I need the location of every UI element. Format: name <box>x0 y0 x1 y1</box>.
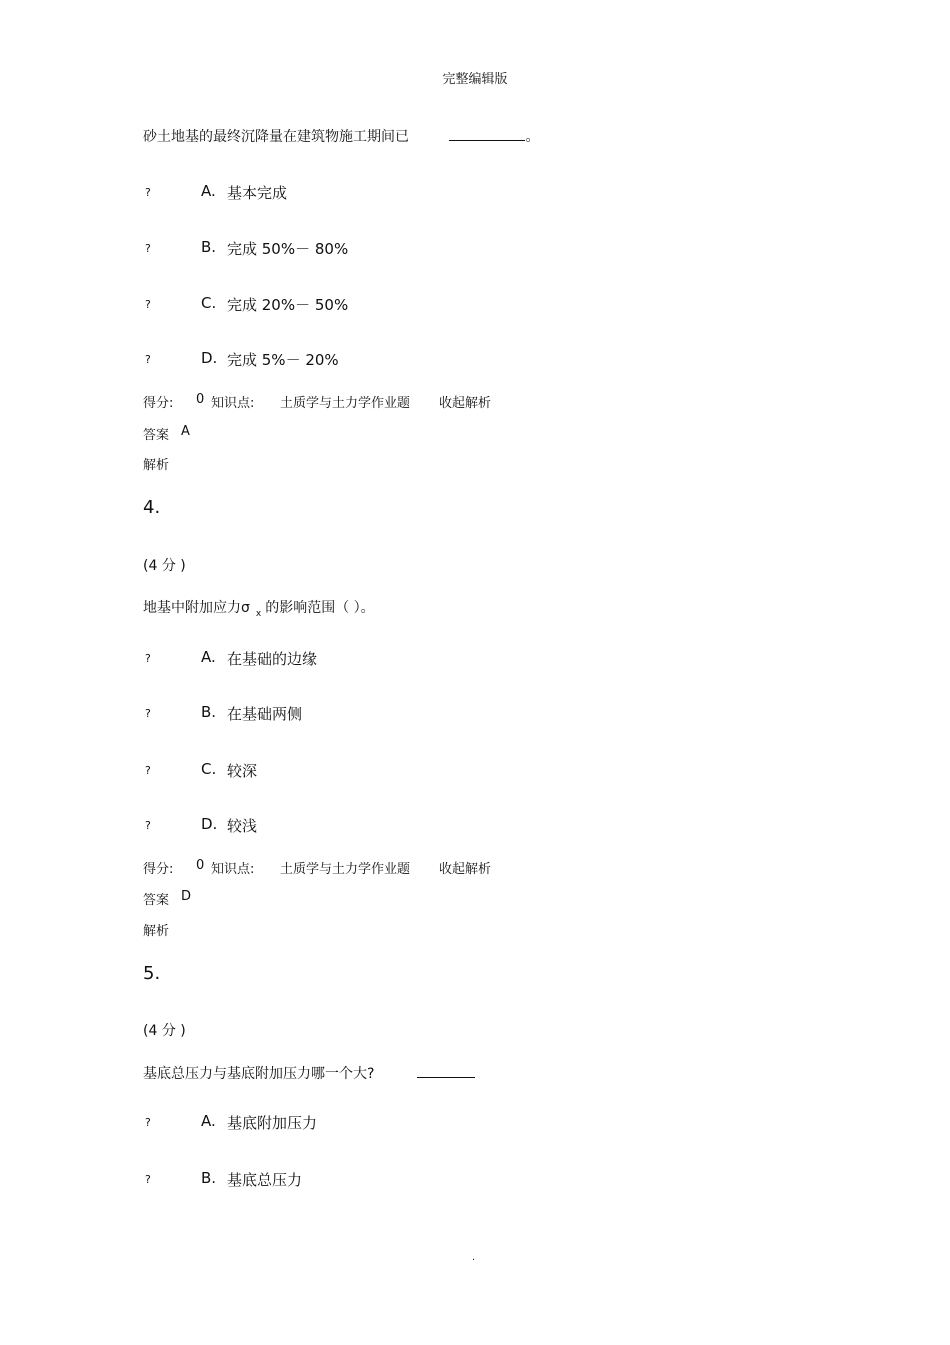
score-label: 得分: <box>143 396 174 411</box>
knowledge-value: 土质学与土力学作业题 <box>280 396 411 411</box>
analysis-label: 解析 <box>143 924 170 939</box>
knowledge-value: 土质学与土力学作业题 <box>280 862 411 877</box>
option-letter: B. <box>201 703 217 721</box>
answer-blank <box>449 126 525 141</box>
option-text: 较浅 <box>227 817 258 835</box>
option-letter: A. <box>201 648 216 666</box>
radio-placeholder-icon[interactable]: ? <box>145 1116 151 1129</box>
option-text: 在基础的边缘 <box>227 650 318 668</box>
question-4-number: 4. <box>143 497 161 518</box>
question-4-stem: 地基中附加应力σ <box>143 600 250 616</box>
collapse-analysis-link[interactable]: 收起解析 <box>439 396 492 411</box>
question-5-number: 5. <box>143 963 161 984</box>
answer-value: A <box>181 424 190 439</box>
radio-placeholder-icon[interactable]: ? <box>145 819 151 832</box>
question-5-stem: 基底总压力与基底附加压力哪一个大? <box>143 1066 375 1082</box>
page-header: 完整编辑版 <box>442 72 508 87</box>
option-text: 较深 <box>227 762 258 780</box>
radio-placeholder-icon[interactable]: ? <box>145 242 151 255</box>
radio-placeholder-icon[interactable]: ? <box>145 1173 151 1186</box>
option-text: 基底总压力 <box>227 1171 303 1189</box>
question-4-answer <box>143 889 343 907</box>
option-letter: D. <box>201 349 218 367</box>
radio-placeholder-icon[interactable]: ? <box>145 707 151 720</box>
knowledge-label: 知识点: <box>211 396 255 411</box>
option-letter: B. <box>201 1169 217 1187</box>
answer-blank <box>417 1063 475 1078</box>
option-letter: B. <box>201 238 217 256</box>
answer-label: 答案 <box>143 893 170 908</box>
question-4-points: (4 分 ) <box>143 558 186 574</box>
question-3-answer <box>143 424 343 442</box>
option-letter: C. <box>201 760 217 778</box>
option-text: 基底附加压力 <box>227 1114 318 1132</box>
answer-value: D <box>181 889 192 904</box>
option-letter: C. <box>201 294 217 312</box>
radio-placeholder-icon[interactable]: ? <box>145 298 151 311</box>
question-3-tail: 。 <box>525 129 540 145</box>
collapse-analysis-link[interactable]: 收起解析 <box>439 862 492 877</box>
question-3-stem: 砂土地基的最终沉降量在建筑物施工期间已 <box>143 129 409 145</box>
option-letter: A. <box>201 1112 216 1130</box>
option-text: 完成 20%－ 50% <box>227 296 349 314</box>
page-footer-mark: . <box>472 1252 476 1263</box>
option-text: 完成 5%－ 20% <box>227 351 339 369</box>
sigma-subscript: x <box>255 609 262 619</box>
question-3-meta <box>143 392 543 410</box>
option-text: 在基础两侧 <box>227 705 303 723</box>
question-4-text <box>143 597 375 617</box>
question-5-points: (4 分 ) <box>143 1023 186 1039</box>
option-letter: A. <box>201 182 216 200</box>
option-text: 完成 50%－ 80% <box>227 240 349 258</box>
score-value: 0 <box>196 858 205 873</box>
score-label: 得分: <box>143 862 174 877</box>
question-4-tail: 的影响范围（ ）。 <box>265 600 375 616</box>
answer-label: 答案 <box>143 428 170 443</box>
option-text: 基本完成 <box>227 184 288 202</box>
question-3-text <box>143 126 539 146</box>
option-letter: D. <box>201 815 218 833</box>
radio-placeholder-icon[interactable]: ? <box>145 764 151 777</box>
question-5-text <box>143 1063 475 1083</box>
radio-placeholder-icon[interactable]: ? <box>145 652 151 665</box>
radio-placeholder-icon[interactable]: ? <box>145 186 151 199</box>
score-value: 0 <box>196 392 205 407</box>
question-4-meta <box>143 858 543 876</box>
radio-placeholder-icon[interactable]: ? <box>145 353 151 366</box>
knowledge-label: 知识点: <box>211 862 255 877</box>
analysis-label: 解析 <box>143 458 170 473</box>
